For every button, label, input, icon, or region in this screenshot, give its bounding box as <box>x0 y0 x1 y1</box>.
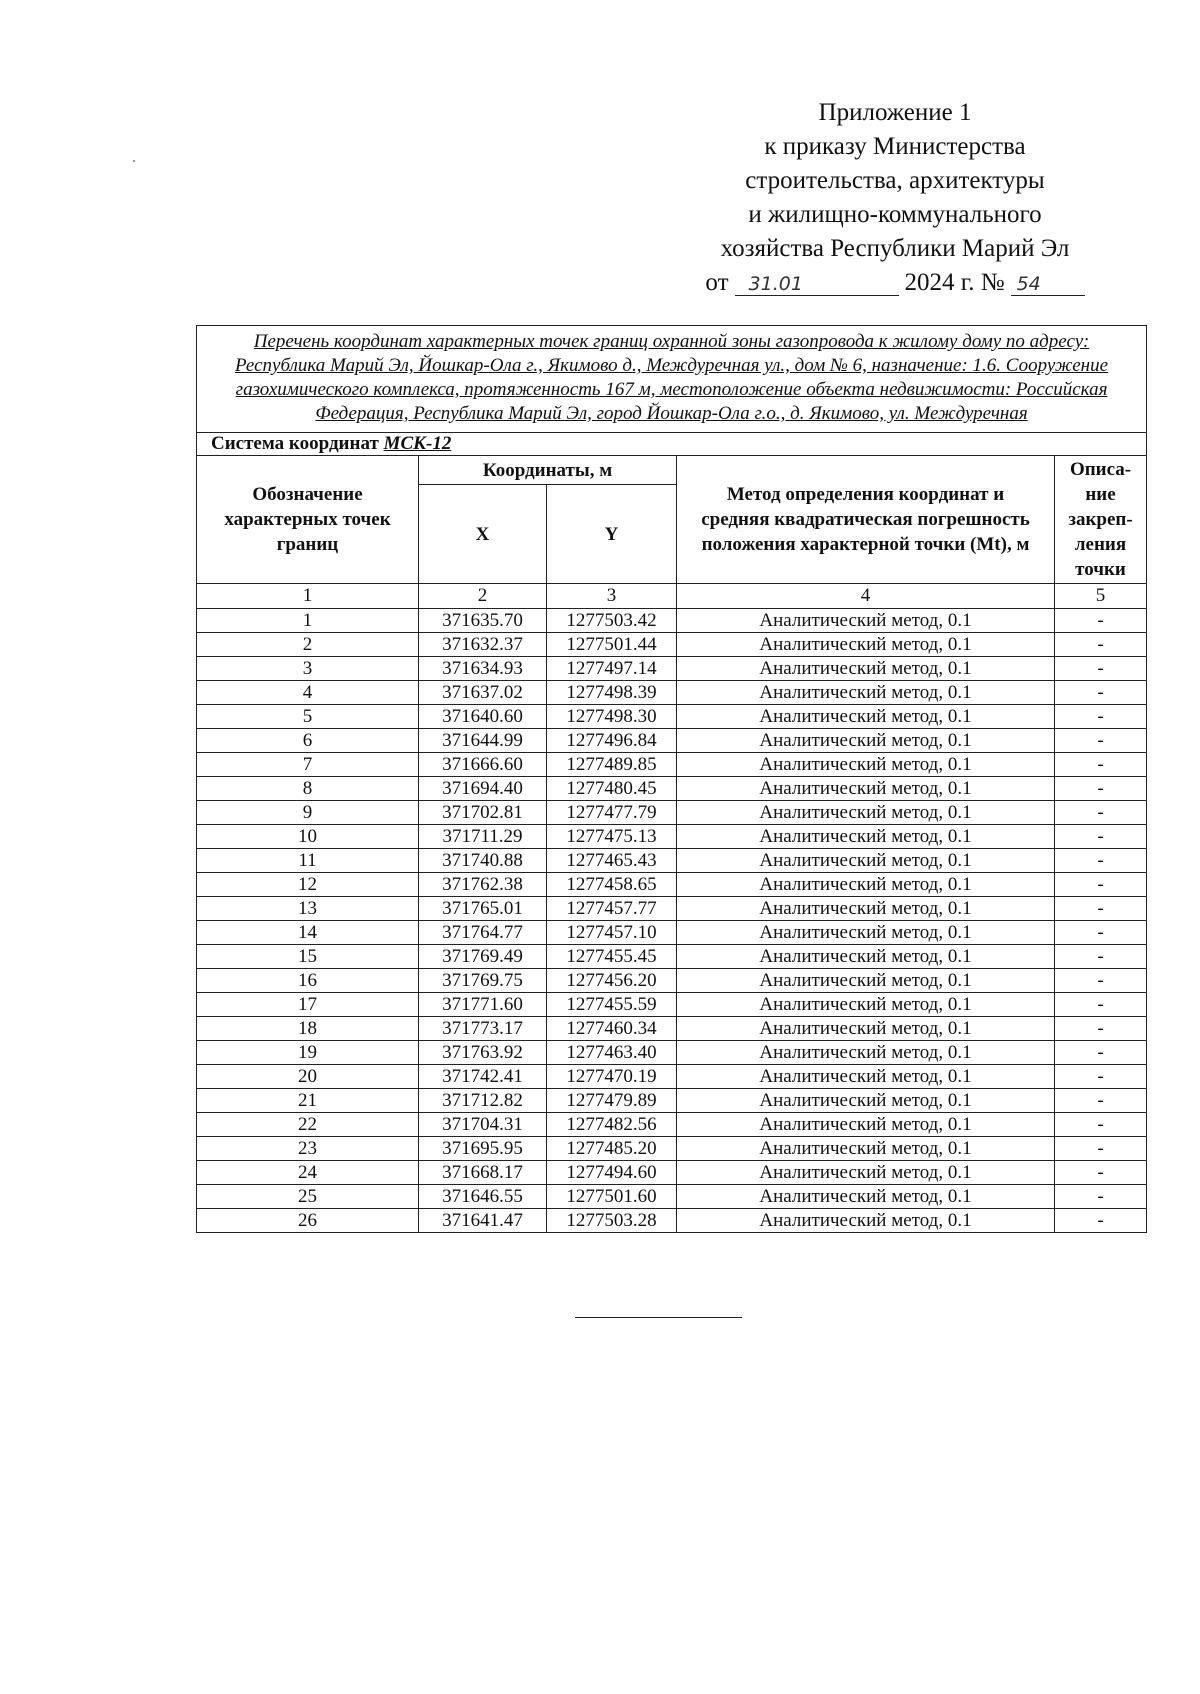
description-cell: - <box>1055 1185 1147 1209</box>
description-cell: - <box>1055 849 1147 873</box>
column-index: 1 <box>197 584 419 609</box>
coord-y: 1277498.39 <box>547 681 677 705</box>
description-cell: - <box>1055 705 1147 729</box>
table-row <box>197 945 1147 969</box>
method-cell: Аналитический метод, 0.1 <box>677 777 1055 801</box>
description-cell: - <box>1055 657 1147 681</box>
description-cell: - <box>1055 1113 1147 1137</box>
appendix-line: Приложение 1 <box>818 99 972 126</box>
method-cell: Аналитический метод, 0.1 <box>677 753 1055 777</box>
table-row <box>197 705 1147 729</box>
coordinate-system-label: Система координат <box>211 433 379 454</box>
table-row <box>197 969 1147 993</box>
coord-y: 1277470.19 <box>547 1065 677 1089</box>
header-y: Y <box>547 485 677 584</box>
table-row <box>197 777 1147 801</box>
point-number: 5 <box>197 705 419 729</box>
coord-x: 371632.37 <box>419 633 547 657</box>
description-cell: - <box>1055 633 1147 657</box>
method-cell: Аналитический метод, 0.1 <box>677 1209 1055 1233</box>
coord-y: 1277457.10 <box>547 921 677 945</box>
method-cell: Аналитический метод, 0.1 <box>677 705 1055 729</box>
coord-x: 371695.95 <box>419 1137 547 1161</box>
coord-x: 371762.38 <box>419 873 547 897</box>
table-row <box>197 897 1147 921</box>
scan-speck <box>133 160 135 162</box>
table-row <box>197 753 1147 777</box>
coordinate-system <box>197 433 1147 456</box>
point-number: 23 <box>197 1137 419 1161</box>
table-row <box>197 1161 1147 1185</box>
point-number: 9 <box>197 801 419 825</box>
appendix-line: и жилищно-коммунального <box>748 201 1042 228</box>
description-cell: - <box>1055 1065 1147 1089</box>
column-index-row <box>197 584 1147 609</box>
table-caption: Перечень координат характерных точек границ охранной зоны газопровода к жилому дому по адресу: Республика Марий Эл, Йошкар-Ола г., Якимово д., Междуречная ул., дом № 6, назначение: 1.6. Сооружение газохимического комплекса, протяженность 167 м, местоположение объекта недвижимости: Российская Федерация, Республика Марий Эл, город Йошкар-Ола г.о., д. Якимово, ул. Междуречная <box>197 326 1147 433</box>
appendix-line: строительства, архитектуры <box>745 167 1045 194</box>
coord-x: 371764.77 <box>419 921 547 945</box>
coord-y: 1277503.42 <box>547 609 677 633</box>
coord-x: 371742.41 <box>419 1065 547 1089</box>
method-cell: Аналитический метод, 0.1 <box>677 993 1055 1017</box>
header-coords: Координаты, м <box>419 456 677 485</box>
description-cell: - <box>1055 1041 1147 1065</box>
description-cell: - <box>1055 993 1147 1017</box>
coord-x: 371668.17 <box>419 1161 547 1185</box>
description-cell: - <box>1055 969 1147 993</box>
coord-x: 371644.99 <box>419 729 547 753</box>
point-number: 14 <box>197 921 419 945</box>
coord-x: 371769.75 <box>419 969 547 993</box>
closing-divider <box>575 1317 742 1318</box>
coord-y: 1277503.28 <box>547 1209 677 1233</box>
point-number: 18 <box>197 1017 419 1041</box>
table-row <box>197 1017 1147 1041</box>
point-number: 26 <box>197 1209 419 1233</box>
coord-x: 371765.01 <box>419 897 547 921</box>
column-index: 5 <box>1055 584 1147 609</box>
coord-y: 1277497.14 <box>547 657 677 681</box>
description-cell: - <box>1055 1137 1147 1161</box>
header-x: X <box>419 485 547 584</box>
table-row <box>197 849 1147 873</box>
column-index: 2 <box>419 584 547 609</box>
description-cell: - <box>1055 1017 1147 1041</box>
method-cell: Аналитический метод, 0.1 <box>677 897 1055 921</box>
coord-y: 1277501.44 <box>547 633 677 657</box>
coord-x: 371646.55 <box>419 1185 547 1209</box>
coord-y: 1277455.59 <box>547 993 677 1017</box>
coord-y: 1277480.45 <box>547 777 677 801</box>
handwritten-date: 31.01 <box>735 273 899 296</box>
coord-y: 1277463.40 <box>547 1041 677 1065</box>
coord-y: 1277496.84 <box>547 729 677 753</box>
coord-y: 1277458.65 <box>547 873 677 897</box>
point-number: 20 <box>197 1065 419 1089</box>
table-row <box>197 633 1147 657</box>
coord-x: 371740.88 <box>419 849 547 873</box>
handwritten-order-number: 54 <box>1011 273 1085 296</box>
point-number: 25 <box>197 1185 419 1209</box>
description-cell: - <box>1055 1161 1147 1185</box>
method-cell: Аналитический метод, 0.1 <box>677 825 1055 849</box>
header-point: Обозначение характерных точек границ <box>197 456 419 584</box>
description-cell: - <box>1055 801 1147 825</box>
coord-y: 1277494.60 <box>547 1161 677 1185</box>
description-cell: - <box>1055 729 1147 753</box>
table-row <box>197 729 1147 753</box>
coord-x: 371637.02 <box>419 681 547 705</box>
coord-y: 1277501.60 <box>547 1185 677 1209</box>
description-cell: - <box>1055 1209 1147 1233</box>
description-cell: - <box>1055 609 1147 633</box>
table-row <box>197 1113 1147 1137</box>
method-cell: Аналитический метод, 0.1 <box>677 1137 1055 1161</box>
point-number: 2 <box>197 633 419 657</box>
method-cell: Аналитический метод, 0.1 <box>677 969 1055 993</box>
coord-y: 1277485.20 <box>547 1137 677 1161</box>
point-number: 10 <box>197 825 419 849</box>
column-index: 3 <box>547 584 677 609</box>
order-date-number-line <box>660 266 1130 300</box>
coord-y: 1277475.13 <box>547 825 677 849</box>
header-description: Описа- ние закреп- ления точки <box>1055 456 1147 584</box>
column-index: 4 <box>677 584 1055 609</box>
method-cell: Аналитический метод, 0.1 <box>677 873 1055 897</box>
point-number: 6 <box>197 729 419 753</box>
description-cell: - <box>1055 897 1147 921</box>
coord-y: 1277477.79 <box>547 801 677 825</box>
header-row-1 <box>197 456 1147 485</box>
coordinates-table <box>196 325 1147 1233</box>
coord-y: 1277489.85 <box>547 753 677 777</box>
coord-y: 1277479.89 <box>547 1089 677 1113</box>
method-cell: Аналитический метод, 0.1 <box>677 801 1055 825</box>
table-row <box>197 1137 1147 1161</box>
coord-x: 371641.47 <box>419 1209 547 1233</box>
description-cell: - <box>1055 681 1147 705</box>
coord-y: 1277457.77 <box>547 897 677 921</box>
table-row <box>197 873 1147 897</box>
coord-y: 1277455.45 <box>547 945 677 969</box>
point-number: 3 <box>197 657 419 681</box>
method-cell: Аналитический метод, 0.1 <box>677 849 1055 873</box>
description-cell: - <box>1055 1089 1147 1113</box>
method-cell: Аналитический метод, 0.1 <box>677 633 1055 657</box>
point-number: 19 <box>197 1041 419 1065</box>
table-row <box>197 993 1147 1017</box>
description-cell: - <box>1055 777 1147 801</box>
caption-row <box>197 326 1147 433</box>
point-number: 1 <box>197 609 419 633</box>
point-number: 11 <box>197 849 419 873</box>
table-row <box>197 1089 1147 1113</box>
header-method: Метод определения координат и средняя квадратическая погрешность положения характерной точки (Mt), м <box>677 456 1055 584</box>
coord-y: 1277482.56 <box>547 1113 677 1137</box>
method-cell: Аналитический метод, 0.1 <box>677 1017 1055 1041</box>
coordinate-system-row <box>197 433 1147 456</box>
description-cell: - <box>1055 873 1147 897</box>
method-cell: Аналитический метод, 0.1 <box>677 921 1055 945</box>
description-cell: - <box>1055 945 1147 969</box>
point-number: 4 <box>197 681 419 705</box>
point-number: 22 <box>197 1113 419 1137</box>
coord-x: 371694.40 <box>419 777 547 801</box>
point-number: 13 <box>197 897 419 921</box>
appendix-header <box>660 96 1130 300</box>
year-number-label: 2024 г. № <box>904 269 1005 296</box>
coordinate-system-value: МСК-12 <box>383 433 452 454</box>
method-cell: Аналитический метод, 0.1 <box>677 1161 1055 1185</box>
point-number: 12 <box>197 873 419 897</box>
coord-y: 1277460.34 <box>547 1017 677 1041</box>
table-row <box>197 609 1147 633</box>
table-row <box>197 1065 1147 1089</box>
method-cell: Аналитический метод, 0.1 <box>677 1185 1055 1209</box>
point-number: 24 <box>197 1161 419 1185</box>
method-cell: Аналитический метод, 0.1 <box>677 1113 1055 1137</box>
table-row <box>197 921 1147 945</box>
coord-y: 1277498.30 <box>547 705 677 729</box>
coord-x: 371704.31 <box>419 1113 547 1137</box>
coord-x: 371711.29 <box>419 825 547 849</box>
table-row <box>197 1041 1147 1065</box>
coord-x: 371666.60 <box>419 753 547 777</box>
point-number: 17 <box>197 993 419 1017</box>
coord-x: 371640.60 <box>419 705 547 729</box>
point-number: 15 <box>197 945 419 969</box>
method-cell: Аналитический метод, 0.1 <box>677 945 1055 969</box>
ot-label: от <box>705 269 729 296</box>
table-row <box>197 801 1147 825</box>
method-cell: Аналитический метод, 0.1 <box>677 681 1055 705</box>
description-cell: - <box>1055 921 1147 945</box>
method-cell: Аналитический метод, 0.1 <box>677 657 1055 681</box>
appendix-line: к приказу Министерства <box>764 133 1026 160</box>
point-number: 16 <box>197 969 419 993</box>
table-row <box>197 1209 1147 1233</box>
point-number: 21 <box>197 1089 419 1113</box>
table-row <box>197 681 1147 705</box>
coord-x: 371635.70 <box>419 609 547 633</box>
table-row <box>197 1185 1147 1209</box>
coord-x: 371763.92 <box>419 1041 547 1065</box>
method-cell: Аналитический метод, 0.1 <box>677 1089 1055 1113</box>
coord-x: 371712.82 <box>419 1089 547 1113</box>
method-cell: Аналитический метод, 0.1 <box>677 729 1055 753</box>
coord-x: 371769.49 <box>419 945 547 969</box>
coord-y: 1277465.43 <box>547 849 677 873</box>
method-cell: Аналитический метод, 0.1 <box>677 1065 1055 1089</box>
description-cell: - <box>1055 753 1147 777</box>
point-number: 7 <box>197 753 419 777</box>
description-cell: - <box>1055 825 1147 849</box>
coord-x: 371771.60 <box>419 993 547 1017</box>
coord-y: 1277456.20 <box>547 969 677 993</box>
appendix-line: хозяйства Республики Марий Эл <box>720 235 1070 262</box>
table-row <box>197 657 1147 681</box>
coord-x: 371702.81 <box>419 801 547 825</box>
coord-x: 371773.17 <box>419 1017 547 1041</box>
table-row <box>197 825 1147 849</box>
method-cell: Аналитический метод, 0.1 <box>677 609 1055 633</box>
method-cell: Аналитический метод, 0.1 <box>677 1041 1055 1065</box>
point-number: 8 <box>197 777 419 801</box>
coord-x: 371634.93 <box>419 657 547 681</box>
